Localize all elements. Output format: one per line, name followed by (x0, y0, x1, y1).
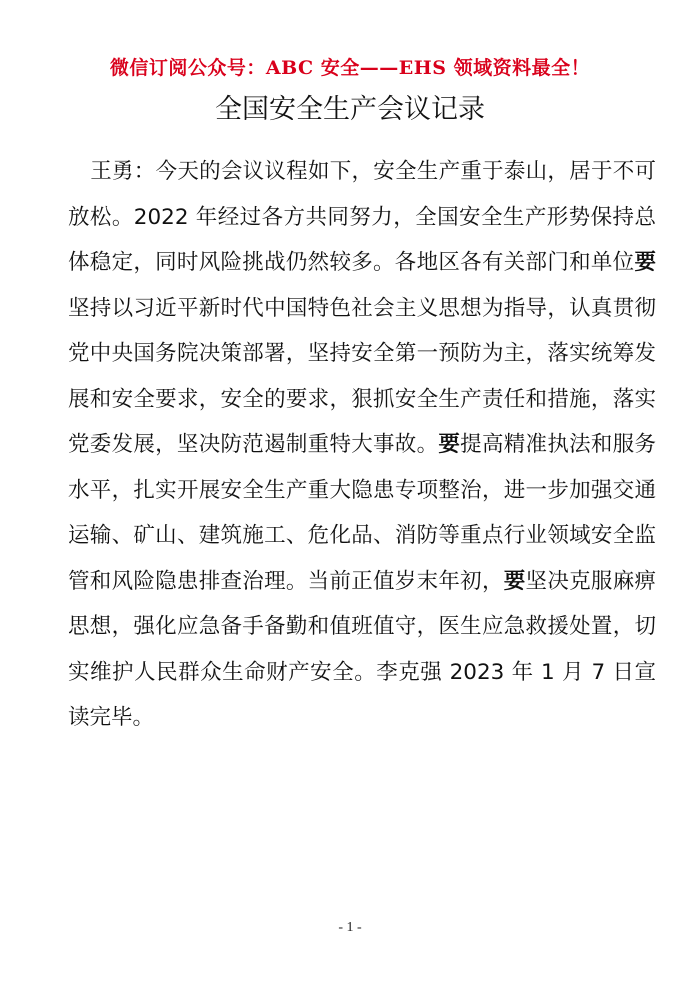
wechat-subscription-notice: 微信订阅公众号：ABC 安全——EHS 领域资料最全！ (109, 57, 591, 79)
emphasis-yao-3: 要 (503, 568, 526, 594)
emphasis-yao-2: 要 (438, 432, 461, 457)
body-segment-2: 坚持以习近平新时代中国特色社会主义思想为指导，认真贯彻党中央国务院决策部署，坚持安全第一预防为主，落实统筹发展和安全要求，安全的要求，狠抓安全生产责任和措施，落实党委发展，坚决防范遏制重特大事故。 (68, 295, 656, 457)
body-segment-1: 王勇：今天的会议议程如下，安全生产重于泰山，居于不可放松。2022 年经过各方共同努力，全国安全生产形势保持总体稳定，同时风险挑战仍然较多。各地区各有关部门和单位 (68, 159, 656, 275)
document-title: 全国安全生产会议记录 (215, 94, 485, 125)
body-segment-4: 坚决克服麻痹思想，强化应急备手备勤和值班值守，医生应急救援处置，切实维护人民群众生命财产安全。李克强 2023 年 1 月 7 日宣读完毕。 (68, 568, 656, 730)
page-number: - 1 - (338, 920, 362, 935)
emphasis-yao-1: 要 (634, 250, 656, 275)
meeting-record-body (68, 149, 656, 741)
body-segment-3: 提高精准执法和服务水平，扎实开展安全生产重大隐患专项整治，进一步加强交通运输、矿山、建筑施工、危化品、消防等重点行业领域安全监管和风险隐患排查治理。当前正值岁末年初， (68, 432, 656, 594)
